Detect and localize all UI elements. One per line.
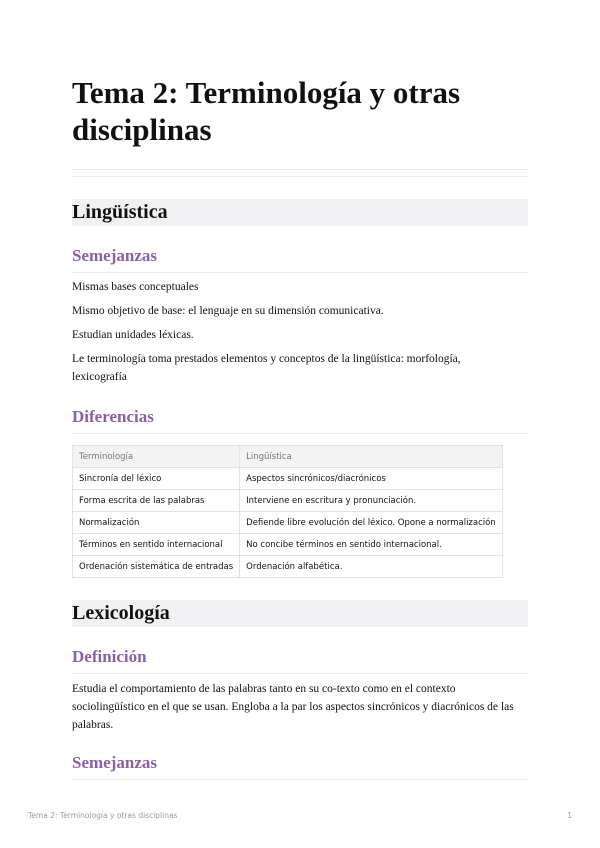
table-cell: Interviene en escritura y pronunciación.: [240, 490, 503, 512]
subheading-diferencias: Diferencias: [72, 406, 528, 434]
comparison-table: [72, 445, 503, 578]
table-row: [73, 512, 503, 534]
table-cell: Sincronía del léxico: [73, 468, 240, 490]
paragraph: Estudian unidades léxicas.: [72, 329, 194, 341]
table-header-row: [73, 446, 503, 468]
paragraph: Estudia el comportamiento de las palabras tanto en su co-texto como en el contexto sociolingüístico en el que se usan. Engloba a la par los aspectos sincrónicos y diacrónicos de las palabras.: [72, 683, 514, 731]
paragraph: Mismas bases conceptuales: [72, 281, 199, 293]
table-cell: No concibe términos en sentido internacional.: [240, 534, 503, 556]
paragraph: Mismo objetivo de base: el lenguaje en su dimensión comunicativa.: [72, 305, 384, 317]
footer-title: Tema 2: Terminología y otras disciplinas: [28, 811, 178, 820]
table-row: [73, 556, 503, 578]
paragraph: Le terminología toma prestados elementos y conceptos de la lingüística: morfología, lexicografía: [72, 353, 461, 383]
table-row: [73, 468, 503, 490]
section-heading-lexicologia: Lexicología: [72, 600, 528, 627]
table-cell: Defiende libre evolución del léxico. Opone a normalización: [240, 512, 503, 534]
title-divider-secondary: [72, 176, 528, 177]
table-row: [73, 490, 503, 512]
table-cell: Forma escrita de las palabras: [73, 490, 240, 512]
section-heading-linguistica: Lingüística: [72, 199, 528, 226]
column-header: Lingüística: [240, 446, 503, 468]
subheading-semejanzas: Semejanzas: [72, 245, 528, 273]
page-title: Tema 2: Terminología y otras disciplinas: [72, 75, 461, 147]
subheading-definicion: Definición: [72, 646, 528, 674]
table-cell: Ordenación sistemática de entradas: [73, 556, 240, 578]
column-header: Terminología: [73, 446, 240, 468]
table-cell: Términos en sentido internacional: [73, 534, 240, 556]
page-footer: [28, 811, 572, 820]
table-row: [73, 534, 503, 556]
page-number: 1: [567, 811, 572, 820]
table-cell: Normalización: [73, 512, 240, 534]
table-cell: Aspectos sincrónicos/diacrónicos: [240, 468, 503, 490]
subheading-semejanzas-lexicologia: Semejanzas: [72, 752, 528, 780]
title-divider: [72, 169, 528, 170]
table-cell: Ordenación alfabética.: [240, 556, 503, 578]
